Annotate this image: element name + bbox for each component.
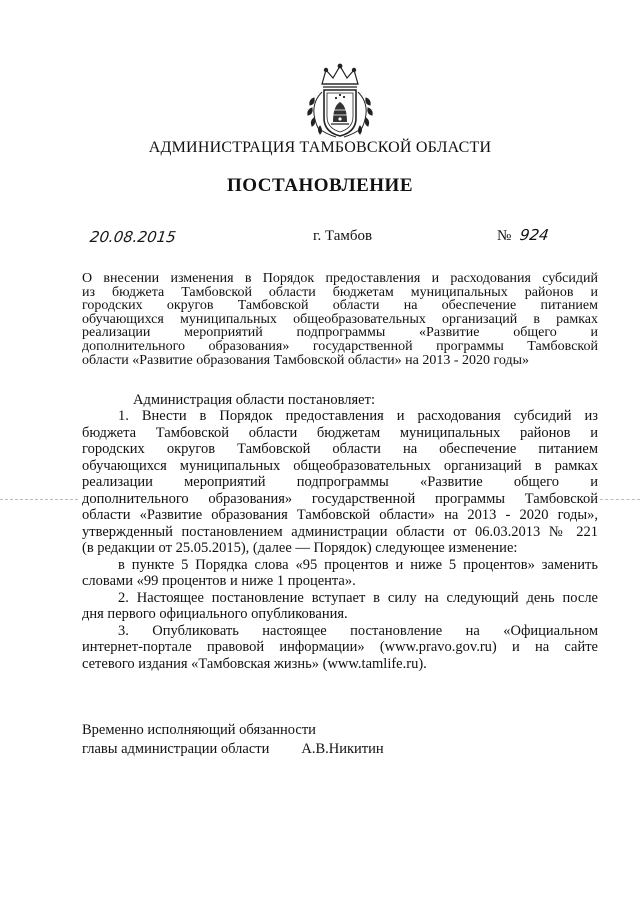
document-number-label: №: [497, 228, 512, 244]
document-city: г. Тамбов: [313, 228, 373, 244]
subject-line: О внесении изменения в Порядок предоставления и расходования субсидий: [82, 271, 598, 286]
document-date: 20.08.2015: [88, 228, 178, 246]
body-line: области «Развитие образования Тамбовской области» на 2013 - 2020 годы»,: [82, 507, 598, 523]
signatory-title-line-2-text: главы администрации области: [82, 741, 270, 757]
body-line: (в редакции от 25.05.2015), (далее — Порядок) следующее изменение:: [82, 540, 518, 556]
body-line: 2. Настоящее постановление вступает в силу на следующий день после: [118, 589, 598, 606]
scan-artifact-line: [600, 499, 640, 500]
subject-line: городских округов Тамбовской области на обеспечение питанием: [82, 298, 598, 314]
document-number: 924: [518, 226, 550, 244]
subject-line: реализации мероприятий подпрограммы «Развитие общего и: [82, 325, 598, 341]
body-line: бюджета Тамбовской области бюджетам муниципальных районов и: [82, 424, 598, 441]
body-line: утвержденный постановлением администрации области от 06.03.2013 № 221: [82, 523, 598, 540]
scan-artifact-line: [0, 499, 78, 500]
organization-title: АДМИНИСТРАЦИЯ ТАМБОВСКОЙ ОБЛАСТИ: [148, 139, 492, 156]
document-type-title: ПОСТАНОВЛЕНИЕ: [226, 175, 414, 196]
body-line: 3. Опубликовать настоящее постановление на «Официальном: [118, 622, 598, 639]
subject-line: области «Развитие образования Тамбовской области» на 2013 - 2020 годы»: [82, 352, 530, 368]
body-line: обучающихся муниципальных общеобразовательных организаций в рамках: [82, 457, 598, 474]
subject-line: обучающихся муниципальных общеобразовательных организаций в рамках: [82, 311, 598, 327]
subject-line: дополнительного образования» государственной программы Тамбовской: [82, 338, 598, 354]
body-line: 1. Внести в Порядок предоставления и расходования субсидий из: [118, 408, 598, 424]
signatory-title-line-1: Временно исполняющий обязанности: [82, 722, 316, 738]
tambov-coat-of-arms-icon: [300, 62, 380, 138]
signatory-name: А.В.Никитин: [301, 741, 384, 757]
signature-block: [82, 721, 384, 759]
subject-line: из бюджета Тамбовской области бюджетам муниципальных районов и: [82, 284, 598, 300]
body-line: городских округов Тамбовской области на обеспечение питанием: [82, 441, 598, 457]
body-line: словами «99 процентов и ниже 1 процента».: [82, 573, 356, 589]
document-body: [82, 408, 598, 672]
body-line: дня первого официального опубликования.: [82, 606, 348, 622]
resolution-intro: Администрация области постановляет:: [133, 392, 375, 408]
body-line: в пункте 5 Порядка слова «95 процентов и ниже 5 процентов» заменить: [118, 556, 598, 573]
body-line: дополнительного образования» государственной программы Тамбовской: [82, 490, 598, 507]
body-line: реализации мероприятий подпрограммы «Развитие общего и: [82, 474, 598, 490]
document-subject: [82, 272, 598, 367]
body-line: интернет-портале правовой информации» (www.pravo.gov.ru) и на сайте: [82, 639, 598, 655]
signatory-title-line-2: [82, 740, 384, 759]
body-line: сетевого издания «Тамбовская жизнь» (www.tamlife.ru).: [82, 655, 427, 672]
